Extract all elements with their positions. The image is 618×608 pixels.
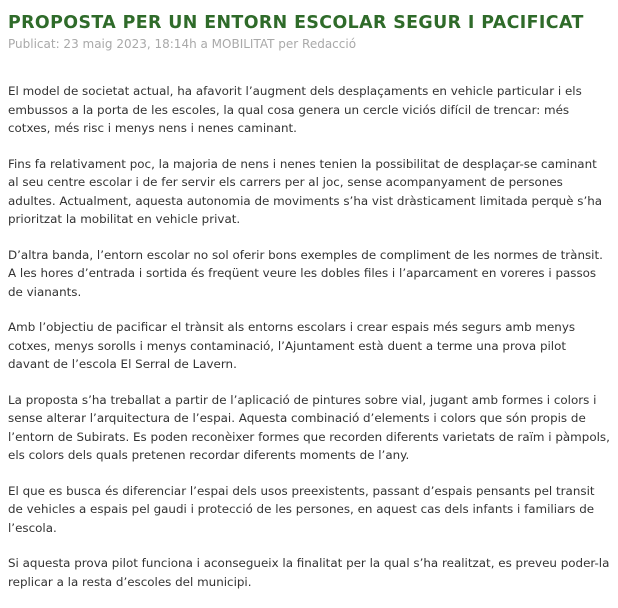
paragraph-5: La proposta s’ha treballat a partir de l’aplicació de pintures sobre vial, jugant amb formes i colors i sense alterar l’arquitectura de l’espai. Aquesta combinació d’elements i colors que són propis de l’entorn de Subirats. Es poden reconèixer formes que recorden diferents varietats de raïm i pàmpols, els colors dels quals pretenen recordar diferents moments de l’any. (8, 392, 610, 462)
article-title: PROPOSTA PER UN ENTORN ESCOLAR SEGUR I PACIFICAT (8, 13, 584, 33)
paragraph-2: Fins fa relativament poc, la majoria de nens i nenes tenien la possibilitat de desplaçar-se caminant al seu centre escolar i de fer servir els carrers per al joc, sense acompanyament de persones adultes. Actualment, aquesta autonomia de moviments s’ha vist dràsticament limitada perquè s’ha prioritzat la mobilitat en vehicle privat. (8, 156, 603, 226)
paragraph-7: Si aquesta prova pilot funciona i aconsegueix la finalitat per la qual s’ha realitzat, es preveu poder-la replicar a la resta d’escoles del municipi. (8, 556, 610, 589)
paragraph-6: El que es busca és diferenciar l’espai dels usos preexistents, passant d’espais pensants pel transit de vehicles a espais pel gaudi i protecció de les persones, en aquest cas dels infants i familiars de l’escola. (8, 483, 595, 535)
paragraph-1: El model de societat actual, ha afavorit l’augment dels desplaçaments en vehicle particular i els embussos a la porta de les escoles, la qual cosa genera un cercle viciós difícil de trencar: més cotxes, més risc i menys nens i nenes caminant. (8, 84, 582, 135)
paragraph-3: D’altra banda, l’entorn escolar no sol oferir bons exemples de compliment de les normes de trànsit. A les hores d’entrada i sortida és freqüent veure les dobles files i l’aparcament en voreres i passos de vianants. (8, 247, 603, 299)
article (8, 10, 610, 608)
article-meta: Publicat: 23 maig 2023, 18:14h a MOBILITAT per Redacció (8, 37, 357, 51)
paragraph-4: Amb l’objectiu de pacificar el trànsit als entorns escolars i crear espais més segurs amb menys cotxes, menys sorolls i menys contaminació, l’Ajuntament està duent a terme una prova pilot davant de l’escola El Serral de Lavern. (8, 320, 576, 371)
article-body (8, 82, 610, 591)
